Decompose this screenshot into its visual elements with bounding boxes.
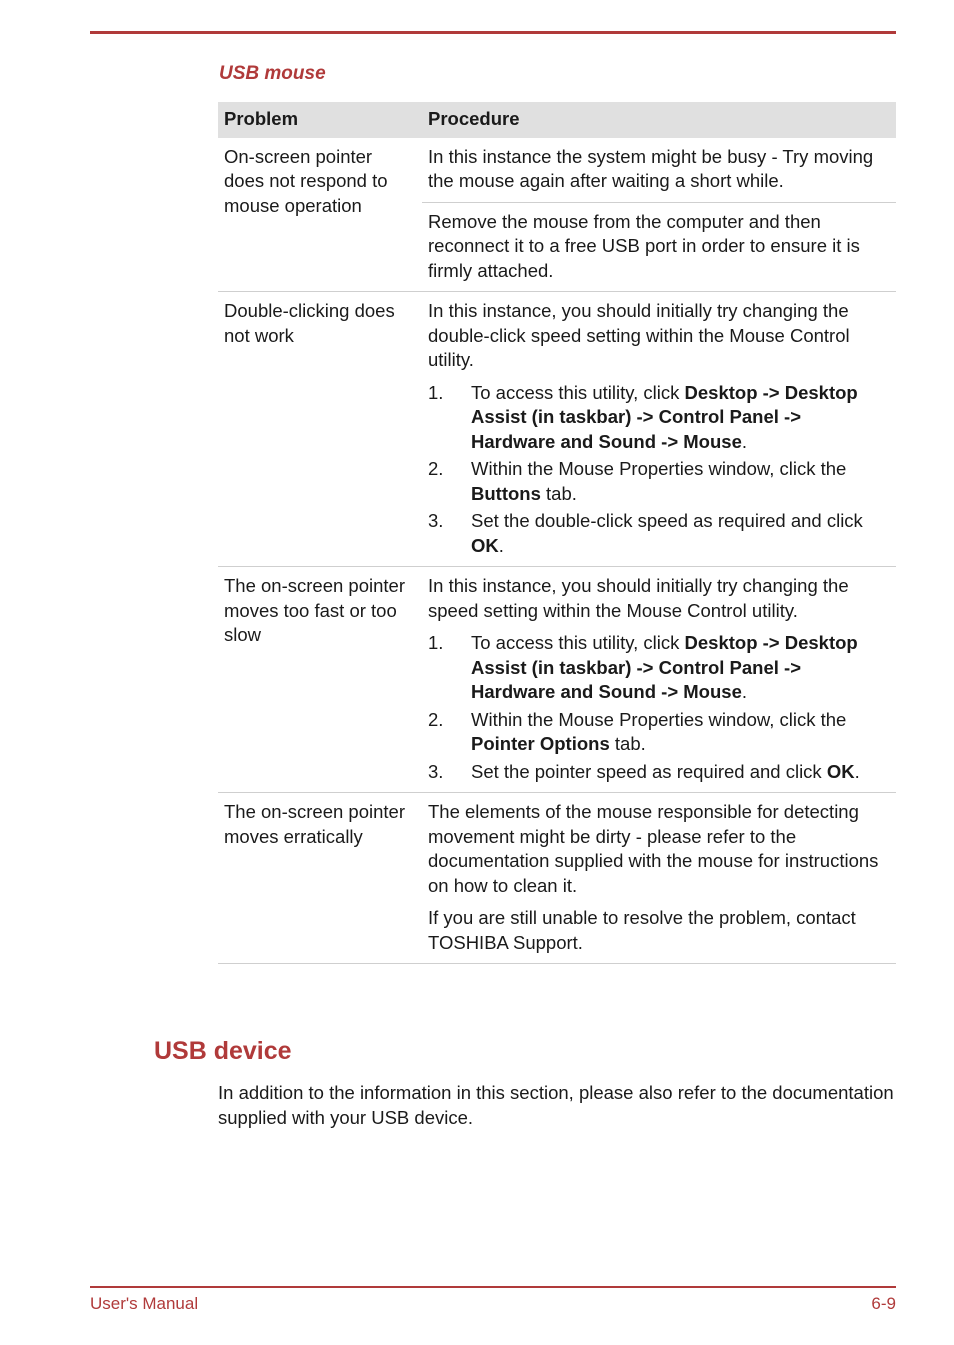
table-row <box>218 138 896 203</box>
procedure-steps <box>428 631 888 784</box>
footer-page-number: 6-9 <box>871 1294 896 1313</box>
step-item <box>428 708 888 757</box>
problem-cell: The on-screen pointer moves too fast or too slow <box>218 567 422 793</box>
footer-manual-name: User's Manual <box>90 1294 199 1313</box>
troubleshooting-table <box>218 102 896 964</box>
step-text: Within the Mouse Properties window, click the <box>471 458 847 479</box>
problem-cell: Double-clicking does not work <box>218 292 422 567</box>
step-text-end: . <box>854 760 860 782</box>
procedure-steps <box>428 381 888 559</box>
step-bold-text: OK <box>471 534 499 556</box>
column-header-problem: Problem <box>218 102 422 138</box>
procedure-text: The elements of the mouse responsible for detecting movement might be dirty - please refer to the documentation supplied with the mouse for instructions on how to clean it. <box>428 801 879 896</box>
procedure-text: If you are still unable to resolve the problem, contact TOSHIBA Support. <box>428 907 856 953</box>
step-text: Within the Mouse Properties window, click the <box>471 708 847 730</box>
procedure-text: In this instance the system might be busy - Try moving the mouse again after waiting a short while. <box>428 145 874 191</box>
top-rule <box>90 31 896 34</box>
step-bold-text: Desktop -> Desktop Assist (in taskbar) -> Control Panel -> Hardware and Sound -> Mouse <box>471 381 858 452</box>
procedure-cell <box>422 793 896 964</box>
procedure-text: In this instance, you should initially try changing the speed setting within the Mouse Control utility. <box>428 575 849 621</box>
procedure-cell <box>422 567 896 793</box>
table-row <box>218 567 896 793</box>
step-text: To access this utility, click <box>471 632 685 653</box>
step-bold-text: Buttons <box>471 482 541 504</box>
step-text-end: . <box>741 681 748 702</box>
step-text-end: tab. <box>609 733 646 754</box>
table-row <box>218 793 896 964</box>
table-row <box>218 292 896 567</box>
step-bold-text: OK <box>826 760 855 782</box>
step-bold-text: Desktop -> Desktop Assist (in taskbar) -> Control Panel -> Hardware and Sound -> Mouse <box>471 632 858 702</box>
step-item <box>428 631 888 705</box>
problem-cell: The on-screen pointer moves erratically <box>218 793 422 964</box>
step-number: 2. <box>428 708 444 730</box>
step-number: 1. <box>428 381 444 403</box>
section-body: In addition to the information in this section, please also refer to the documentation supplied with your USB device. <box>218 1082 894 1128</box>
procedure-cell <box>422 138 896 203</box>
step-text: Set the double-click speed as required and click <box>471 510 863 531</box>
step-number: 3. <box>428 760 444 782</box>
procedure-cell <box>422 292 896 567</box>
procedure-cell <box>422 202 896 292</box>
step-item <box>428 457 888 506</box>
step-text: To access this utility, click <box>471 381 685 403</box>
step-text-end: . <box>741 430 748 452</box>
step-bold-text: Pointer Options <box>471 733 610 754</box>
step-item <box>428 509 888 558</box>
step-number: 2. <box>428 458 444 479</box>
subsection-title: USB mouse <box>219 63 326 84</box>
step-text: Set the pointer speed as required and click <box>471 760 827 782</box>
procedure-text: In this instance, you should initially try changing the double-click speed setting within the Mouse Control utility. <box>428 300 850 370</box>
step-number: 1. <box>428 632 444 653</box>
step-item <box>428 381 888 455</box>
step-number: 3. <box>428 510 444 531</box>
section-title: USB device <box>154 1037 292 1065</box>
bottom-rule <box>90 1286 896 1288</box>
procedure-text: Remove the mouse from the computer and then reconnect it to a free USB port in order to ensure it is firmly attached. <box>428 210 860 281</box>
problem-cell: On-screen pointer does not respond to mouse operation <box>218 138 422 292</box>
table-header-row <box>218 102 896 138</box>
column-header-procedure: Procedure <box>422 102 896 138</box>
step-text-end: . <box>498 534 504 556</box>
step-text-end: tab. <box>540 482 577 504</box>
step-item <box>428 760 888 785</box>
